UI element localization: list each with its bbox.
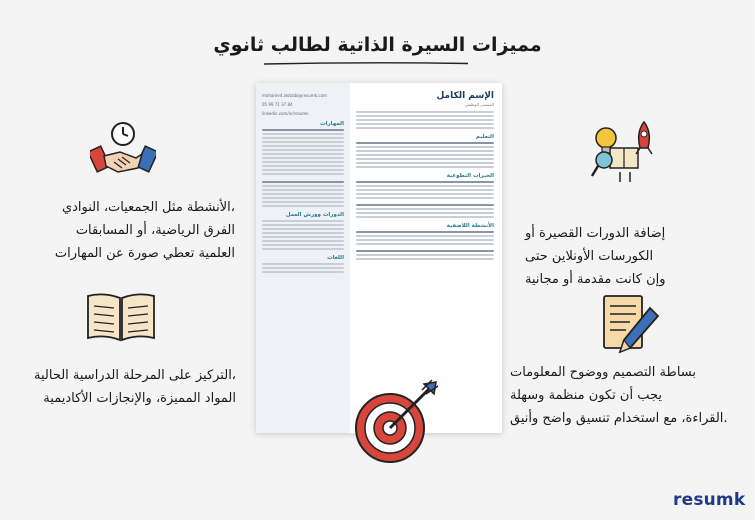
feature-activities-line-2: الفرق الرياضية، أو المسابقات (75, 223, 235, 238)
target-arrow-icon (352, 378, 442, 468)
title-underline (262, 62, 470, 65)
page-title: مميزات السيرة الذاتية لطالب ثانوي (213, 34, 542, 56)
lightbulb-book-rocket-icon (590, 118, 662, 190)
handshake-clock-icon (90, 118, 156, 178)
resume-linkedin: linkedin.com/in/resumk (262, 111, 309, 116)
resume-main (356, 91, 494, 262)
resume-phone: 05 99 71 37 84 (262, 102, 293, 107)
feature-courses-line-3: وإن كانت مقدمة أو مجانية (525, 272, 666, 287)
open-book-icon (84, 290, 158, 346)
feature-design (510, 361, 728, 430)
resume-skills-heading: المهارات (320, 121, 344, 127)
feature-academic (34, 364, 236, 410)
resume-education-heading: التعليم (475, 134, 494, 140)
feature-academic-line-2: المواد المميزة، والإنجازات الأكاديمية (43, 391, 236, 406)
resume-sidebar-content (262, 93, 344, 275)
resume-courses-heading: الدورات وورش العمل (285, 212, 344, 218)
resume-languages-heading: اللغات (327, 255, 344, 261)
feature-courses-line-1: إضافة الدورات القصيرة أو (525, 226, 666, 241)
feature-activities (55, 196, 235, 265)
feature-courses-line-2: الكورسات الأونلاين حتى (525, 249, 654, 264)
feature-activities-line-3: العلمية تعطي صورة عن المهارات (54, 246, 235, 261)
resume-name: الإسم الكامل (436, 91, 494, 101)
resume-volunteer-heading: الخبرات التطوعية (446, 173, 494, 179)
resumk-logo[interactable]: resumk (673, 490, 746, 510)
feature-activities-line-1: ،الأنشطة مثل الجمعيات، النوادي (61, 200, 235, 215)
feature-academic-line-1: ،التركيز على المرحلة الدراسية الحالية (34, 368, 236, 383)
resume-email: mohamed.alotaibi@resumk.com (262, 93, 327, 98)
feature-design-line-3: .القراءة، مع استخدام تنسيق واضح وأنيق (510, 411, 728, 426)
feature-design-line-1: بساطة التصميم ووضوح المعلومات (510, 365, 696, 380)
feature-design-line-2: يجب أن تكون منظمة وسهلة (510, 388, 662, 403)
paper-pencil-icon (596, 290, 662, 360)
feature-courses (525, 222, 666, 291)
resume-activities-heading: الأنشطة اللاصفية (446, 223, 494, 229)
resume-role: المسمى الوظيفي (464, 102, 494, 107)
